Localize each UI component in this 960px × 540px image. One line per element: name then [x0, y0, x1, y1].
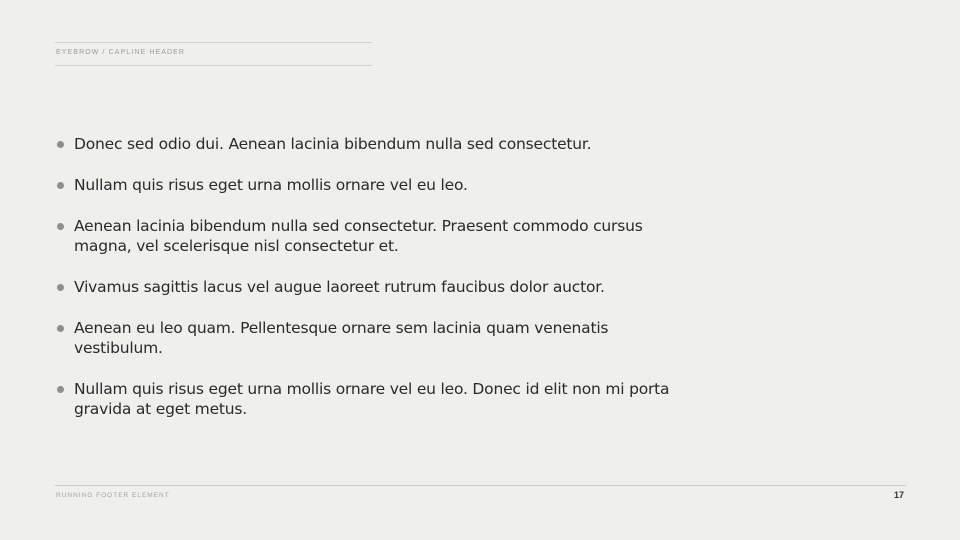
- bullet-dot-icon: [57, 284, 64, 291]
- running-footer: RUNNING FOOTER ELEMENT: [56, 492, 170, 499]
- eyebrow-header: EYEBROW / CAPLINE HEADER: [56, 49, 186, 56]
- bullet-dot-icon: [57, 386, 64, 393]
- bullet-item: [55, 134, 695, 154]
- bullet-text: Nullam quis risus eget urna mollis ornare vel eu leo.: [74, 176, 468, 194]
- bullet-dot-icon: [57, 182, 64, 189]
- bullet-list: [55, 134, 695, 440]
- bullet-text: Vivamus sagittis lacus vel augue laoreet rutrum faucibus dolor auctor.: [74, 278, 605, 296]
- footer-rule: [55, 485, 906, 486]
- bullet-dot-icon: [57, 223, 64, 230]
- bullet-text: Aenean eu leo quam. Pellentesque ornare sem lacinia quam venenatis vestibulum.: [74, 319, 609, 357]
- bullet-item: [55, 318, 695, 358]
- bullet-text: Donec sed odio dui. Aenean lacinia bibendum nulla sed consectetur.: [74, 135, 592, 153]
- bullet-text: Aenean lacinia bibendum nulla sed consectetur. Praesent commodo cursus magna, vel scelerisque nisl consectetur et.: [74, 217, 643, 255]
- bullet-item: [55, 216, 695, 256]
- bullet-dot-icon: [57, 141, 64, 148]
- bullet-text: Nullam quis risus eget urna mollis ornare vel eu leo. Donec id elit non mi porta gravida at eget metus.: [74, 380, 670, 418]
- bullet-item: [55, 175, 695, 195]
- bullet-dot-icon: [57, 325, 64, 332]
- bullet-item: [55, 379, 695, 419]
- page-number: 17: [893, 490, 904, 500]
- header-top-rule: [55, 42, 372, 43]
- bullet-item: [55, 277, 695, 297]
- header-bottom-rule: [55, 65, 372, 66]
